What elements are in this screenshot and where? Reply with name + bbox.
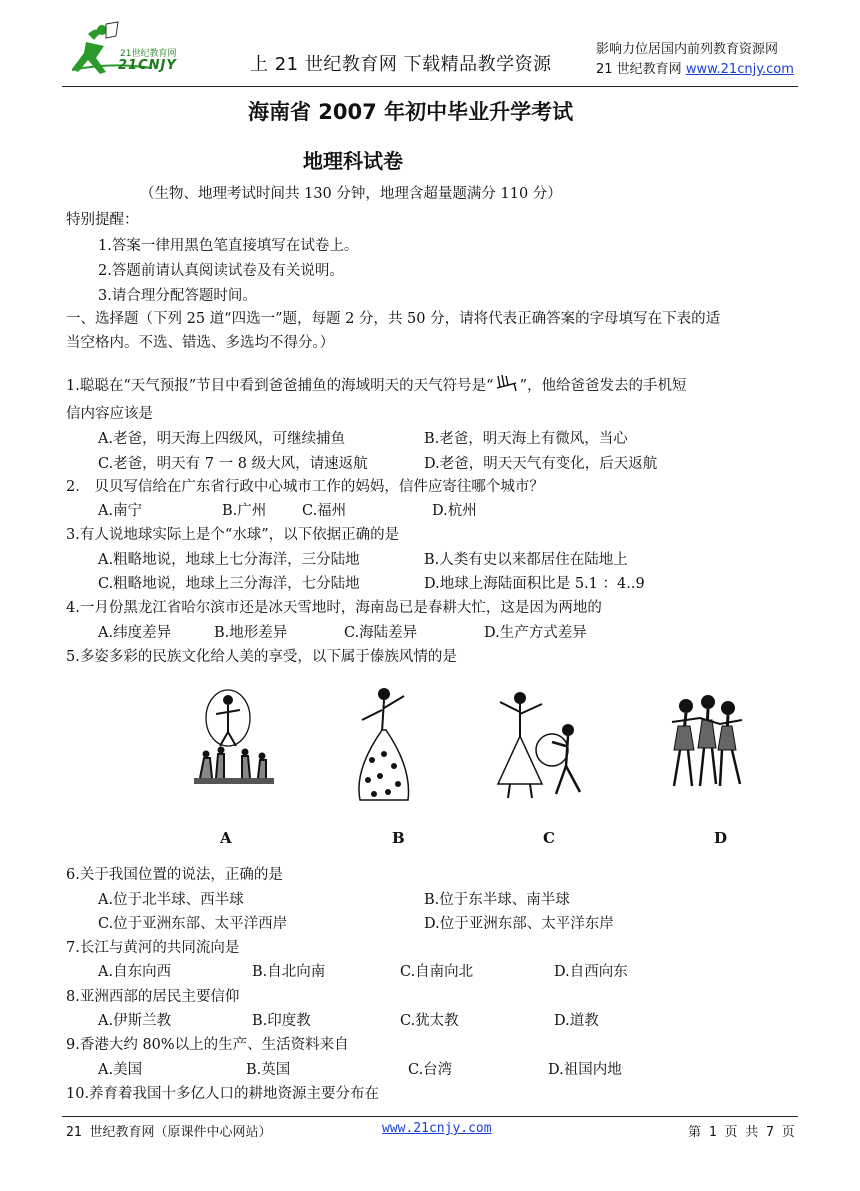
q3-option-b: B.人类有史以来都居住在陆地上 (424, 552, 628, 568)
logo-text-bottom: 21CNJY (118, 58, 177, 73)
q4-option-b: B.地形差异 (214, 625, 288, 641)
site-logo (66, 20, 216, 84)
q1-option-d: D.老爸，明天天气有变化，后天返航 (424, 456, 658, 472)
figure-label-c: C (543, 829, 555, 847)
dance-figure-d (664, 690, 748, 792)
dance-figure-c (486, 684, 590, 802)
dance-figure-a (186, 680, 286, 800)
header-right-line2 (596, 60, 794, 80)
header-right-prefix: 21 世纪教育网 (596, 62, 686, 77)
q6-option-a: A.位于北半球、西半球 (98, 892, 244, 908)
reminder-item-1: 1.答案一律用黑色笔直接填写在试卷上。 (98, 238, 359, 254)
header-divider (62, 86, 798, 87)
reminder-item-3: 3.请合理分配答题时间。 (98, 288, 257, 304)
q4-option-a: A.纬度差异 (98, 625, 172, 641)
q6-option-d: D.位于亚洲东部、太平洋东岸 (424, 916, 614, 932)
logo-text-top: 21世纪教育网 (120, 49, 177, 59)
q3-option-c: C.粗略地说，地球上三分海洋，七分陆地 (98, 576, 360, 592)
q5-stem: 5.多姿多彩的民族文化给人美的享受，以下属于傣族风情的是 (66, 649, 457, 665)
q7-option-b: B.自北向南 (252, 964, 326, 980)
q4-option-c: C.海陆差异 (344, 625, 418, 641)
q8-option-d: D.道教 (554, 1013, 599, 1029)
exam-note: （生物、地理考试时间共 130 分钟，地理含超量题满分 110 分） (140, 186, 562, 202)
weather-symbol-icon (494, 372, 520, 396)
q3-stem: 3.有人说地球实际上是个“水球”，以下依据正确的是 (66, 527, 400, 543)
section1-instructions-line2: 当空格内。不选、错选、多选均不得分。） (66, 335, 335, 351)
figure-label-d: D (714, 829, 728, 847)
footer-left: 21 世纪教育网（原课件中心网站） (66, 1125, 272, 1140)
reminder-heading: 特别提醒： (66, 212, 139, 228)
footer-page-number: 第 1 页 共 7 页 (688, 1125, 795, 1140)
figure-label-a: A (220, 829, 232, 847)
q1-stem-b: ”，他给爸爸发去的手机短 (519, 378, 687, 394)
q4-stem: 4.一月份黑龙江省哈尔滨市还是冰天雪地时，海南岛已是春耕大忙，这是因为两地的 (66, 600, 602, 616)
q7-option-d: D.自西向东 (554, 964, 628, 980)
q10-stem: 10.养育着我国十多亿人口的耕地资源主要分布在 (66, 1086, 380, 1102)
q2-option-c: C.福州 (302, 503, 347, 519)
q2-option-d: D.杭州 (432, 503, 477, 519)
page-subtitle: 地理科试卷 (303, 149, 403, 173)
q8-option-c: C.犹太教 (400, 1013, 459, 1029)
q6-stem: 6.关于我国位置的说法，正确的是 (66, 867, 283, 883)
q4-option-d: D.生产方式差异 (484, 625, 587, 641)
q7-stem: 7.长江与黄河的共同流向是 (66, 940, 240, 956)
q6-option-b: B.位于东半球、南半球 (424, 892, 570, 908)
q2-stem: 2． 贝贝写信给在广东省行政中心城市工作的妈妈，信件应寄往哪个城市？ (66, 479, 544, 495)
page-title: 海南省 2007 年初中毕业升学考试 (248, 100, 574, 124)
q1-stem-c: 信内容应该是 (66, 406, 153, 422)
header-site-link[interactable]: www.21cnjy.com (685, 62, 794, 77)
q1-option-a: A.老爸，明天海上四级风，可继续捕鱼 (98, 431, 346, 447)
q6-option-c: C.位于亚洲东部、太平洋西岸 (98, 916, 288, 932)
q9-stem: 9.香港大约 80%以上的生产、生活资料来自 (66, 1037, 349, 1053)
footer-site-link[interactable]: www.21cnjy.com (382, 1121, 492, 1136)
q8-option-b: B.印度教 (252, 1013, 311, 1029)
reminder-item-2: 2.答题前请认真阅读试卷及有关说明。 (98, 263, 344, 279)
header-slogan: 上 21 世纪教育网 下载精品教学资源 (250, 54, 552, 75)
q8-option-a: A.伊斯兰教 (98, 1013, 172, 1029)
q7-option-c: C.自南向北 (400, 964, 474, 980)
q7-option-a: A.自东向西 (98, 964, 172, 980)
q2-option-a: A.南宁 (98, 503, 143, 519)
section1-instructions-line1: 一、选择题（下列 25 道“四选一”题，每题 2 分，共 50 分，请将代表正确答案的字母填写在下表的适 (66, 311, 721, 327)
q3-option-a: A.粗略地说，地球上七分海洋，三分陆地 (98, 552, 360, 568)
q9-option-a: A.美国 (98, 1062, 143, 1078)
q9-option-d: D.祖国内地 (548, 1062, 622, 1078)
q9-option-c: C.台湾 (408, 1062, 453, 1078)
q1-stem-a: 1.聪聪在“天气预报”节目中看到爸爸捕鱼的海域明天的天气符号是“ (66, 378, 494, 394)
q1-stem (66, 372, 687, 396)
dance-figure-b (346, 680, 418, 806)
q9-option-b: B.英国 (246, 1062, 291, 1078)
header-right (596, 40, 794, 80)
q3-option-d: D.地球上海陆面积比是 5.1 ：4..9 (424, 576, 645, 592)
footer-divider (62, 1116, 798, 1117)
q1-option-c: C.老爸，明天有 7 一 8 级大风，请速返航 (98, 456, 368, 472)
figure-label-b: B (392, 829, 405, 847)
header-right-line1: 影响力位居国内前列教育资源网 (596, 42, 779, 57)
q1-option-b: B.老爸，明天海上有微风，当心 (424, 431, 628, 447)
q8-stem: 8.亚洲西部的居民主要信仰 (66, 989, 240, 1005)
q2-option-b: B.广州 (222, 503, 267, 519)
